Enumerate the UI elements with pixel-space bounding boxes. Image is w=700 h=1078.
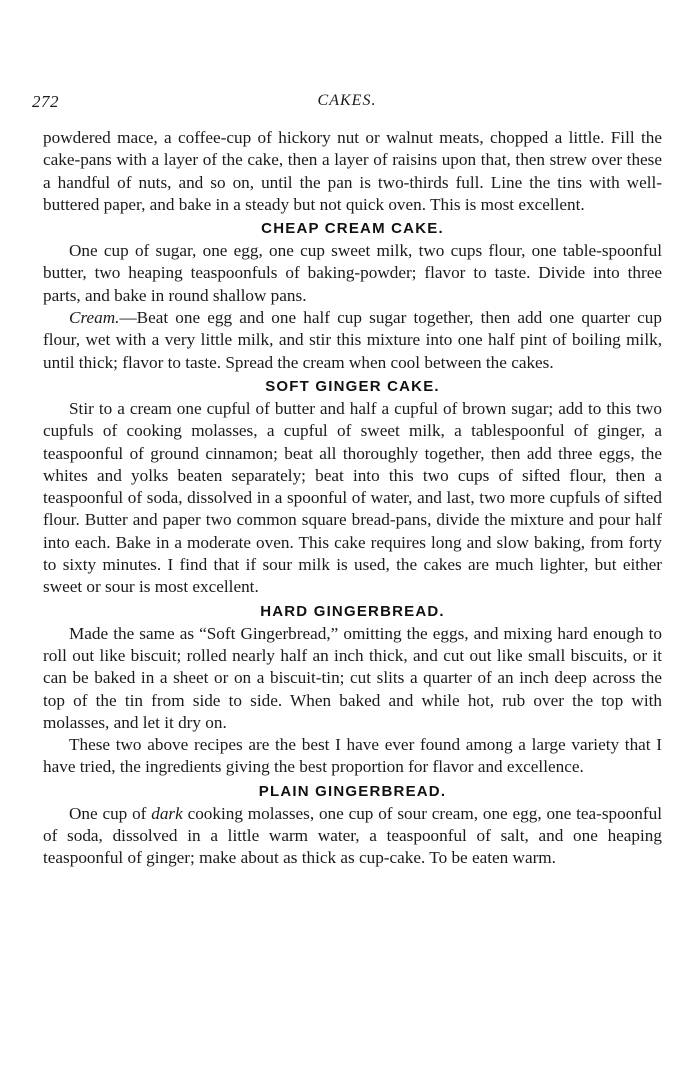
cream-instructions: —Beat one egg and one half cup sugar together, then add one quarter cup flour, wet with a very little milk, and stir this mixture into one half pint of boiling milk, until thick; flavor to taste. Spread the cream when cool between the cakes. bbox=[43, 308, 662, 372]
paragraph-cheap-cream-cake: One cup of sugar, one egg, one cup sweet milk, two cups flour, one table-spoonful butter, two heaping teaspoonfuls of baking-powder; flavor to taste. Divide into three parts, and bake in round shallow pans. bbox=[43, 241, 662, 305]
paragraph-continued-fruit-cake: powdered mace, a coffee-cup of hickory nut or walnut meats, chopped a little. Fill the cake-pans with a layer of the cake, then a layer of raisins upon that, then strew over these a handful of nuts, and so on, until the pan is two-thirds full. Line the tins with well-buttered paper, and bake in a steady but not quick oven. This is most excellent. bbox=[43, 128, 662, 214]
heading-plain-gingerbread: PLAIN GINGERBREAD. bbox=[258, 782, 447, 800]
running-head bbox=[32, 92, 662, 114]
plain-gingerbread-start: One cup of bbox=[69, 803, 152, 823]
page-number: 272 bbox=[32, 92, 59, 111]
page-body bbox=[43, 127, 662, 870]
paragraph-cream-filling bbox=[43, 307, 662, 374]
heading-cheap-cream-cake: CHEAP CREAM CAKE. bbox=[261, 220, 444, 238]
cream-label: Cream. bbox=[69, 308, 120, 328]
paragraph-plain-gingerbread bbox=[43, 803, 662, 870]
plain-gingerbread-rest: cooking molasses, one cup of sour cream, one egg, one tea-spoonful of soda, dissolved in a little warm water, a teaspoonful of salt, and one heaping teaspoonful of ginger; make about as thick as cup-cake. To be eaten warm. bbox=[43, 803, 662, 868]
heading-hard-gingerbread: HARD GINGERBREAD. bbox=[260, 602, 445, 620]
heading-soft-ginger-cake: SOFT GINGER CAKE. bbox=[265, 377, 440, 395]
paragraph-hard-gingerbread: Made the same as “Soft Gingerbread,” omitting the eggs, and mixing hard enough to roll out like biscuit; rolled nearly half an inch thick, and cut out like small biscuits, or it can be baked in a sheet or on a biscuit-tin; cut slits a quarter of an inch deep across the top of the tin from side to side. When baked and while hot, rub over the top with molasses, and let it dry on. bbox=[43, 623, 662, 732]
running-title: CAKES. bbox=[317, 92, 377, 109]
dark-emphasis: dark bbox=[151, 803, 183, 823]
paragraph-soft-ginger-cake: Stir to a cream one cupful of butter and half a cupful of brown sugar; add to this two cupfuls of cooking molasses, a cupful of sweet milk, a tablespoonful of ginger, a teaspoonful of ground cinnamon; beat all thoroughly together, then add three eggs, the whites and yolks beaten separately; beat into this two cups of sifted flour, then a teaspoonful of soda, dissolved in a spoonful of water, and last, two more cupfuls of sifted flour. Butter and paper two common square bread-pans, divide the mixture and pour half into each. Bake in a moderate oven. This cake requires long and slow baking, from forty to sixty minutes. I find that if sour milk is used, the cakes are much lighter, but either sweet or sour is most excellent. bbox=[43, 398, 662, 597]
paragraph-recipes-note: These two above recipes are the best I have ever found among a large variety that I have tried, the ingredients giving the best proportion for flavor and excellence. bbox=[43, 735, 662, 777]
